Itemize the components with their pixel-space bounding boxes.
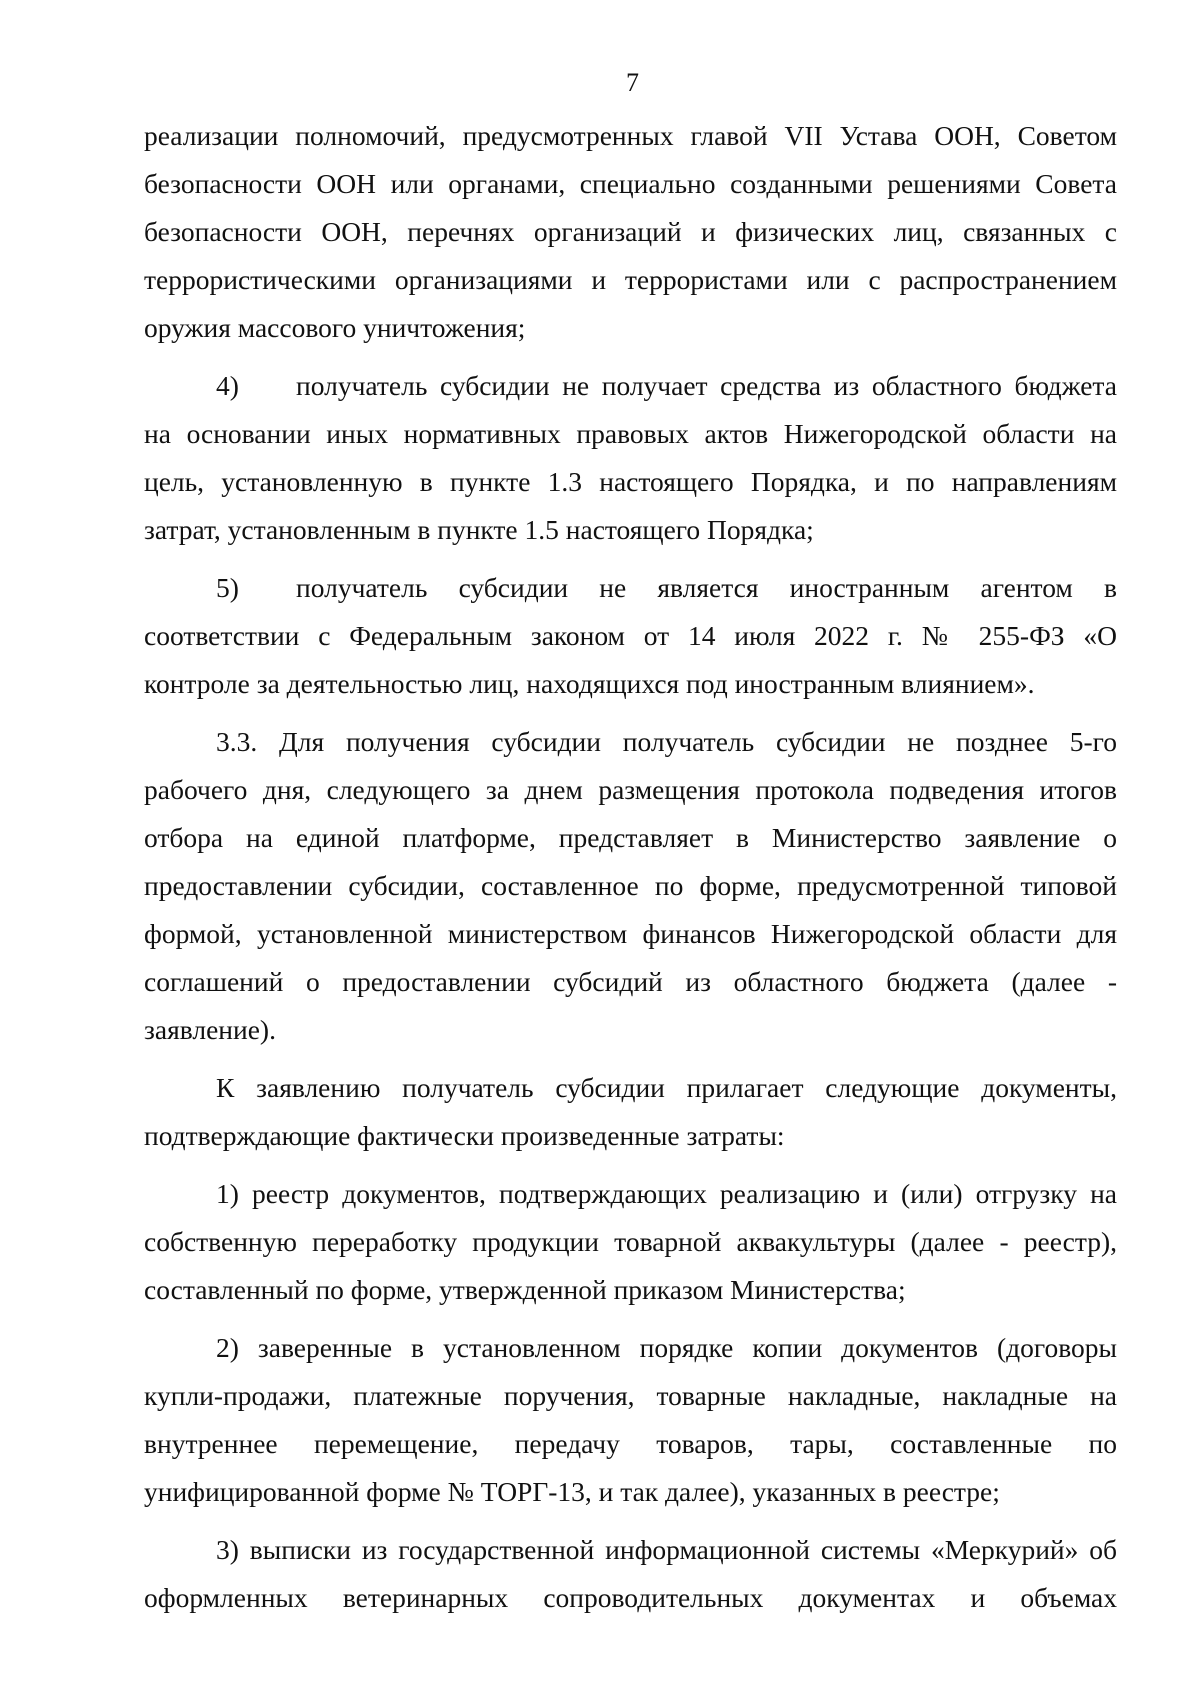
text-line: контроле за деятельностью лиц, находящихся под иностранным влиянием».	[144, 668, 1035, 699]
item-number: 4)	[216, 370, 239, 401]
text-line: купли-продажи, платежные поручения, товарные накладные, накладные на	[144, 1380, 1117, 1411]
text-line: заявление).	[144, 1014, 276, 1045]
text-line: цель, установленную в пункте 1.3 настоящего Порядка, и по направлениям	[144, 466, 1117, 497]
list-item-5	[144, 564, 1117, 612]
text-line: соответствии с Федеральным законом от 14 июля 2022 г. № 255-ФЗ «О	[144, 620, 1117, 651]
page-number: 7	[626, 68, 639, 97]
text-line: получатель субсидии не является иностранным агентом в	[296, 572, 1117, 603]
text-line: рабочего дня, следующего за днем размещения протокола подведения итогов	[144, 774, 1117, 805]
text-line: террористическими организациями и террористами или с распространением	[144, 264, 1117, 295]
text-line: безопасности ООН или органами, специально созданными решениями Совета	[144, 168, 1117, 199]
text-line: оружия массового уничтожения;	[144, 312, 526, 343]
text-line: безопасности ООН, перечнях организаций и физических лиц, связанных с	[144, 216, 1117, 247]
text-line: унифицированной форме № ТОРГ-13, и так далее), указанных в реестре;	[144, 1476, 1000, 1507]
paragraph-3-3-first-line: 3.3. Для получения субсидии получатель субсидии не позднее 5-го	[216, 726, 1117, 757]
document-body	[144, 112, 1117, 1622]
item-number: 5)	[216, 572, 239, 603]
list-item-1-first-line: 1) реестр документов, подтверждающих реализацию и (или) отгрузку на	[216, 1178, 1117, 1209]
paragraph-attachments-first-line: К заявлению получатель субсидии прилагает следующие документы,	[216, 1072, 1117, 1103]
text-line: соглашений о предоставлении субсидий из областного бюджета (далее -	[144, 966, 1117, 997]
text-line: внутреннее перемещение, передачу товаров, тары, составленные по	[144, 1428, 1117, 1459]
text-line: на основании иных нормативных правовых актов Нижегородской области на	[144, 418, 1117, 449]
text-line: оформленных ветеринарных сопроводительных документах и объемах	[144, 1582, 1117, 1613]
list-item-2-first-line: 2) заверенные в установленном порядке копии документов (договоры	[216, 1332, 1117, 1363]
text-line: составленный по форме, утвержденной приказом Министерства;	[144, 1274, 906, 1305]
text-line: реализации полномочий, предусмотренных главой VII Устава ООН, Советом	[144, 120, 1117, 151]
text-line: подтверждающие фактически произведенные затраты:	[144, 1120, 785, 1151]
text-line: затрат, установленным в пункте 1.5 настоящего Порядка;	[144, 514, 814, 545]
list-item-4	[144, 362, 1117, 410]
text-line: собственную переработку продукции товарной аквакультуры (далее - реестр),	[144, 1226, 1117, 1257]
list-item-3-first-line: 3) выписки из государственной информационной системы «Меркурий» об	[216, 1534, 1117, 1565]
text-line: предоставлении субсидии, составленное по форме, предусмотренной типовой	[144, 870, 1117, 901]
text-line: получатель субсидии не получает средства из областного бюджета	[296, 370, 1117, 401]
text-line: отбора на единой платформе, представляет в Министерство заявление о	[144, 822, 1117, 853]
text-line: формой, установленной министерством финансов Нижегородской области для	[144, 918, 1117, 949]
